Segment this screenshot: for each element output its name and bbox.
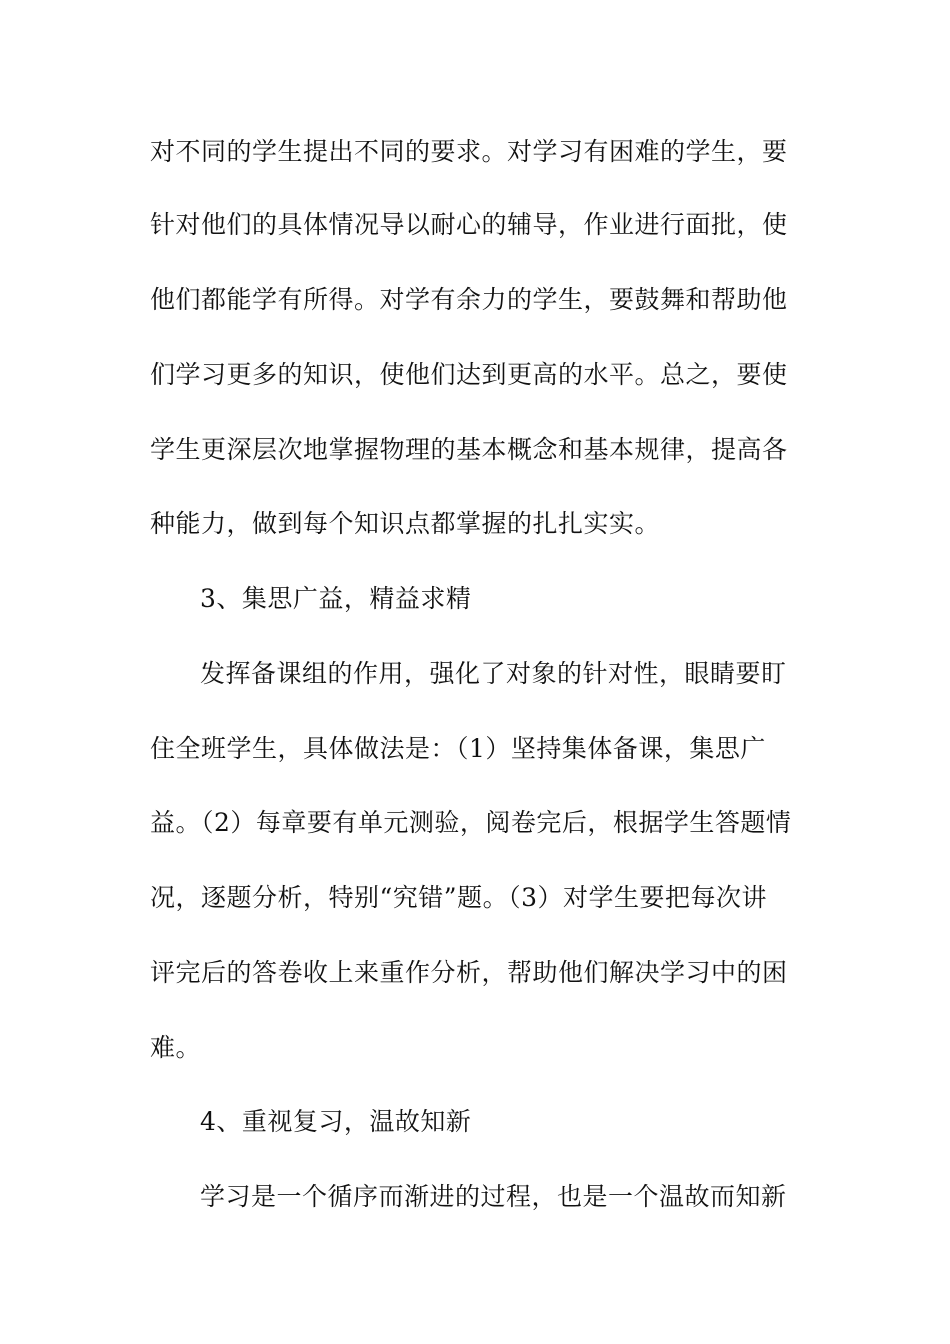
- section-heading-4: 4、重视复习，温故知新: [200, 1107, 472, 1136]
- text-line-15: 学习是一个循序而渐进的过程，也是一个温故而知新: [200, 1182, 787, 1211]
- section-heading-3: 3、集思广益，精益求精: [200, 584, 472, 613]
- text-line-2: 针对他们的具体情况导以耐心的辅导，作业进行面批，使: [150, 210, 788, 239]
- text-line-10: 益。（2）每章要有单元测验，阅卷完后，根据学生答题情: [150, 808, 792, 837]
- text-line-6: 种能力，做到每个知识点都掌握的扎扎实实。: [150, 509, 661, 538]
- text-line-4: 们学习更多的知识，使他们达到更高的水平。总之，要使: [150, 360, 788, 389]
- text-line-12: 评完后的答卷收上来重作分析，帮助他们解决学习中的困: [150, 958, 788, 987]
- text-line-8: 发挥备课组的作用，强化了对象的针对性，眼睛要盯: [200, 659, 787, 688]
- text-line-11: 况，逐题分析，特别“究错”题。（3）对学生要把每次讲: [150, 883, 767, 912]
- text-line-3: 他们都能学有所得。对学有余力的学生，要鼓舞和帮助他: [150, 285, 788, 314]
- text-line-1: 对不同的学生提出不同的要求。对学习有困难的学生，要: [150, 137, 788, 166]
- text-line-13: 难。: [150, 1033, 202, 1062]
- text-line-5: 学生更深层次地掌握物理的基本概念和基本规律，提高各: [150, 435, 788, 464]
- text-line-9: 住全班学生，具体做法是：（1）坚持集体备课，集思广: [150, 734, 766, 763]
